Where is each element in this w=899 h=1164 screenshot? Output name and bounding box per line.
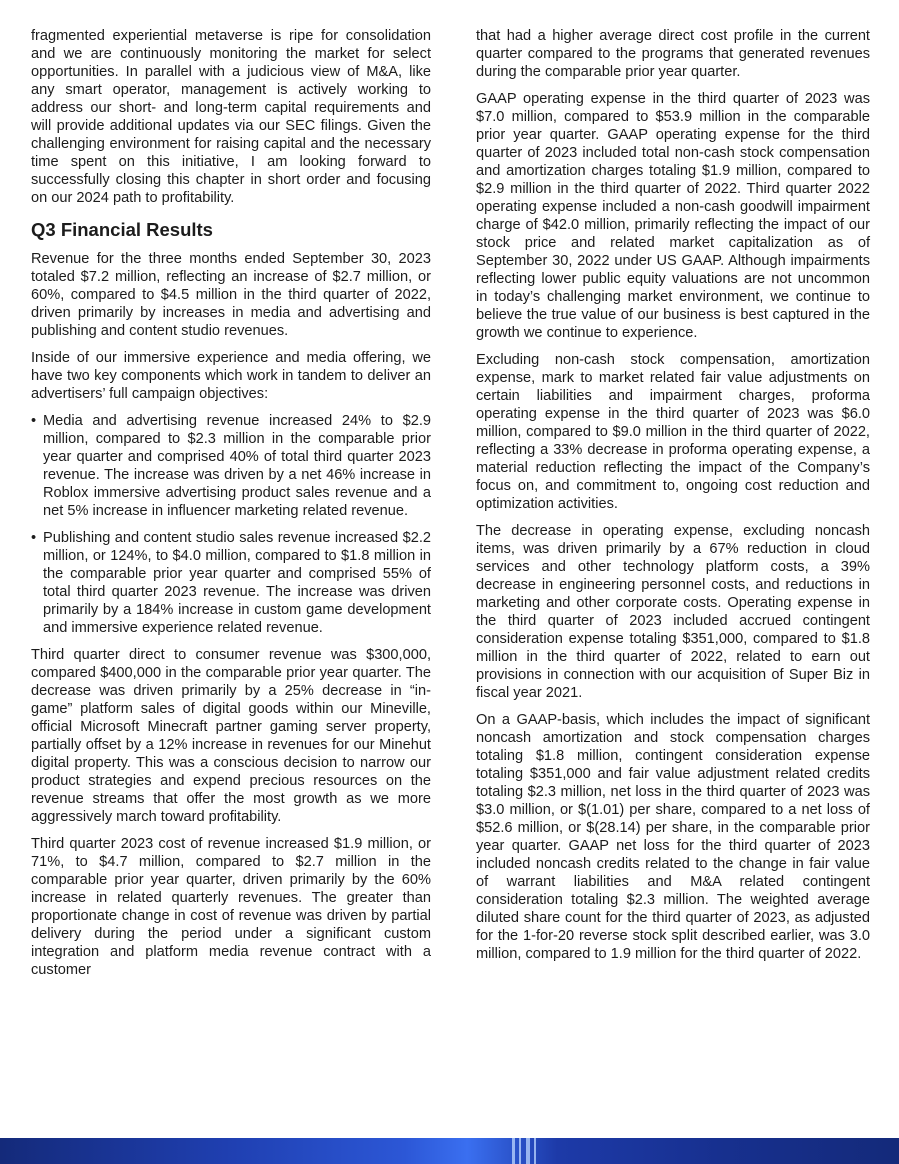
light-streak <box>534 1138 536 1164</box>
cost-paragraph: Third quarter 2023 cost of revenue increased $1.9 million, or 71%, to $4.7 million, compared to $2.7 million in the comparable prior year quarter, driven primarily by the 60% increase in related quarterly revenues. The greater than proportionate change in cost of revenue was driven by partial delivery during the period under a significant custom integration and platform media revenue contract with a customer <box>31 836 431 978</box>
immersive-paragraph: Inside of our immersive experience and media offering, we have two key components which work in tandem to deliver an advertisers’ full campaign objectives: <box>31 350 431 402</box>
revenue-paragraph: Revenue for the three months ended September 30, 2023 totaled $7.2 million, reflecting an increase of $2.7 million, or 60%, compared to $4.5 million in the third quarter of 2022, driven primarily by increases in media and advertising and publishing and content studio revenues. <box>31 251 431 339</box>
dtc-paragraph: Third quarter direct to consumer revenue was $300,000, compared $400,000 in the comparable prior year quarter. The decrease was driven primarily by a 25% decrease in “in-game” platform sales of digital goods within our Mineville, official Microsoft Minecraft partner gaming server property, partially offset by a 12% increase in revenues for our Minehut digital property. This was a conscious decision to narrow our product strategies and expend precious resources on the revenue streams that offer the most growth as we more aggressively march toward profitability. <box>31 647 431 825</box>
net-loss-paragraph: On a GAAP-basis, which includes the impact of significant noncash amortization and stock compensation charges totaling $1.8 million, contingent consideration expense totaling $351,000 and fair value adjustment related credits totaling $2.3 million, net loss in the third quarter of 2023 was $3.0 million, or $(1.01) per share, compared to a net loss of $52.6 million, or $(28.14) per share, in the comparable prior year quarter. GAAP net loss for the third quarter of 2023 included noncash credits related to the change in fair value of warrant liabilities and M&A related contingent consideration totaling $2.3 million. The weighted average diluted share count for the third quarter of 2023, as adjusted for the 1-for-20 reverse stock split described earlier, was 3.0 million, compared to 1.9 million for the third quarter of 2022. <box>476 712 870 962</box>
footer-decorative-band <box>0 1138 899 1164</box>
intro-paragraph: fragmented experiential metaverse is ripe for consolidation and we are continuously monitoring the market for select opportunities. In parallel with a judicious view of M&A, like any smart operator, management is actively working to address our short- and long-term capital requirements and will provide additional updates via our SEC filings. Given the challenging environment for raising capital and the necessary time spent on this initiative, I am looking forward to successfully closing this chapter in short order and focusing on our 2024 path to profitability. <box>31 28 431 206</box>
gaap-opex-paragraph: GAAP operating expense in the third quarter of 2023 was $7.0 million, compared to $53.9 million in the comparable prior year quarter. GAAP operating expense for the third quarter of 2023 included total non-cash stock compensation and amortization charges totaling $1.9 million, compared to $2.9 million in the third quarter of 2022. Third quarter 2022 operating expense included a non-cash goodwill impairment charge of $42.0 million, primarily reflecting the impact of our stock price and related market capitalization as of September 30, 2022 under US GAAP. Although impairments reflecting lower public equity valuations are not uncommon in today’s challenging market environment, we continue to believe the true value of our business is best captured in the growth we continue to experience. <box>476 91 870 341</box>
bullet-text: Publishing and content studio sales revenue increased $2.2 million, or 124%, to $4.0 million, compared to $1.8 million in the comparable prior year quarter and comprised 55% of total third quarter 2023 revenue. The increase was driven primarily by a 184% increase in custom game development and immersive experience related revenue. <box>43 530 431 636</box>
decrease-paragraph: The decrease in operating expense, excluding noncash items, was driven primarily by a 67% reduction in cloud services and other technology platform costs, a 39% decrease in engineering personnel costs, and reductions in marketing and other corporate costs. Operating expense in the third quarter of 2023 included accrued contingent consideration expense totaling $351,000, compared to $1.8 million in the third quarter of 2022, related to earn out provisions in connection with our acquisition of Super Biz in fiscal year 2021. <box>476 523 870 701</box>
cost-continued-paragraph: that had a higher average direct cost profile in the current quarter compared to the programs that generated revenues during the comparable prior year quarter. <box>476 28 870 80</box>
bullet-dot-icon: • <box>31 413 37 429</box>
light-streak <box>526 1138 530 1164</box>
bullet-media-advertising <box>31 412 431 520</box>
right-column <box>476 27 870 972</box>
light-streak <box>519 1138 521 1164</box>
revenue-bullet-list <box>31 412 431 637</box>
bullet-dot-icon: • <box>31 530 37 546</box>
light-streak <box>512 1138 515 1164</box>
section-heading: Q3 Financial Results <box>31 219 213 240</box>
proforma-paragraph: Excluding non-cash stock compensation, amortization expense, mark to market related fair value adjustments on certain liabilities and impairment charges, proforma operating expense in the third quarter of 2023 was $6.0 million, compared to $9.0 million in the third quarter of 2022, reflecting a 33% decrease in proforma operating expense, a material reduction reflecting the impact of the Company’s focus on, and commitment to, ongoing cost reduction and optimization activities. <box>476 352 870 512</box>
bullet-publishing-content <box>31 529 431 637</box>
bullet-text: Media and advertising revenue increased 24% to $2.9 million, compared to $2.3 million in the comparable prior year quarter and comprised 40% of total third quarter 2023 revenue. The increase was driven by a net 46% increase in Roblox immersive advertising product sales revenue and a net 5% increase in influencer marketing related revenue. <box>43 413 431 519</box>
left-column <box>31 27 431 988</box>
